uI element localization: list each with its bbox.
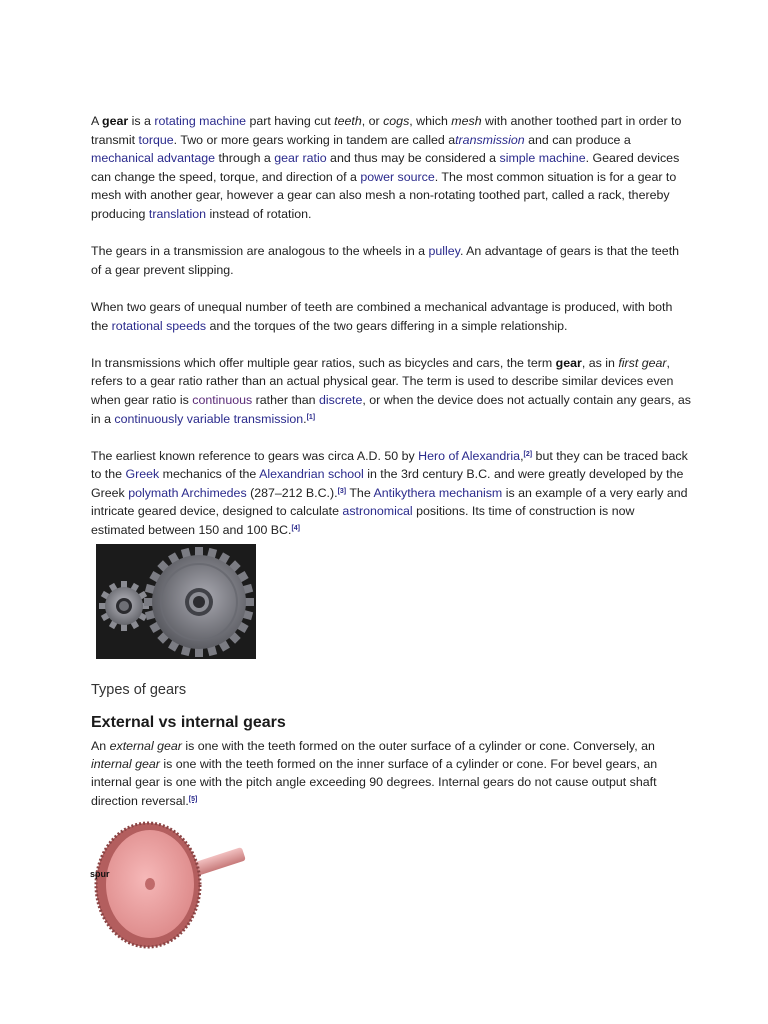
citation-2[interactable]: [2]: [523, 450, 533, 458]
figure-caption: spur: [90, 869, 110, 879]
link-cvt[interactable]: continuously variable transmission: [114, 411, 304, 426]
heading-types-of-gears: Types of gears: [91, 682, 187, 698]
link-transmission[interactable]: transmission: [455, 132, 525, 147]
article-body: [91, 112, 691, 540]
link-pulley[interactable]: pulley: [428, 244, 460, 259]
citation-3[interactable]: [3]: [337, 487, 347, 495]
paragraph-intro: A gear is a rotating machine part having cut teeth, or cogs, which mesh with another toothed part in order to transmit torque. Two or more gears working in tandem are called atransmission and can produce a mechanical advantage through a gear ratio and thus may be considered a simple machine. Geared devices can change the speed, torque, and direction of a power source. The most common situation is for a gear to mesh with another gear, however a gear can also mesh a non-rotating toothed part, called a rack, thereby producing translation instead of rotation.: [91, 114, 682, 221]
link-hero-of-alexandria[interactable]: Hero of Alexandria: [418, 448, 521, 463]
link-power-source[interactable]: power source: [360, 169, 435, 184]
link-continuous[interactable]: continuous: [192, 392, 253, 407]
term-gear: gear: [102, 114, 129, 128]
link-mechanical-advantage[interactable]: mechanical advantage: [91, 151, 215, 166]
paragraph-pulley: The gears in a transmission are analogous to the wheels in a pulley. An advantage of gears is that the teeth of a gear prevent slipping.: [91, 244, 680, 277]
internal-gear-illustration: [88, 815, 258, 955]
heading-external-vs-internal: External vs internal gears: [91, 714, 286, 731]
gears-image: [96, 544, 256, 659]
link-translation[interactable]: translation: [148, 206, 207, 221]
paragraph-gear-ratios: In transmissions which offer multiple gear ratios, such as bicycles and cars, the term gear, as in first gear, refers to a gear ratio rather than an actual physical gear. The term is used to describe similar devices even when gear ratio is continuous rather than discrete, or when the device does not actually contain any gears, as in a continuously variable transmission.[1]: [91, 355, 691, 426]
link-antikythera-mechanism[interactable]: Antikythera mechanism: [373, 485, 503, 500]
paragraph-mechanical-advantage: When two gears of unequal number of teeth are combined a mechanical advantage is produced, with both the rotational speeds and the torques of the two gears differing in a simple relationship.: [91, 299, 673, 333]
internal-gear-image: [88, 815, 258, 955]
citation-1[interactable]: [1]: [306, 413, 316, 421]
link-torque[interactable]: torque: [138, 132, 174, 147]
link-discrete[interactable]: discrete: [319, 392, 363, 407]
meshing-gears-illustration: [96, 544, 256, 659]
link-polymath-archimedes[interactable]: polymath Archimedes: [128, 485, 247, 500]
link-astronomical[interactable]: astronomical: [342, 504, 413, 519]
paragraph-history: The earliest known reference to gears was circa A.D. 50 by Hero of Alexandria,[2] but they can be traced back to the Greek mechanics of the Alexandrian school in the 3rd century B.C. and were greatly developed by the Greek polymath Archimedes (287–212 B.C.).[3] The Antikythera mechanism is an example of a very early and intricate geared device, designed to calculate astronomical positions. Its time of construction is now estimated between 150 and 100 BC.[4]: [91, 448, 688, 538]
paragraph-external-internal: An external gear is one with the teeth formed on the outer surface of a cylinder or cone. Conversely, an internal gear is one with the teeth formed on the inner surface of a cylinder or cone. For bevel gears, an internal gear is one with the pitch angle exceeding 90 degrees. Internal gears do not cause output shaft direction reversal.[5]: [91, 739, 658, 808]
large-gear: [144, 547, 254, 657]
link-greek[interactable]: Greek: [125, 467, 160, 482]
link-alexandrian-school[interactable]: Alexandrian school: [259, 467, 364, 482]
citation-4[interactable]: [4]: [291, 525, 301, 533]
link-rotating-machine[interactable]: rotating machine: [154, 114, 246, 128]
link-simple-machine[interactable]: simple machine: [499, 151, 586, 166]
link-gear-ratio[interactable]: gear ratio: [274, 151, 327, 166]
link-rotational-speeds[interactable]: rotational speeds: [111, 318, 207, 333]
citation-5[interactable]: [5]: [188, 795, 198, 803]
